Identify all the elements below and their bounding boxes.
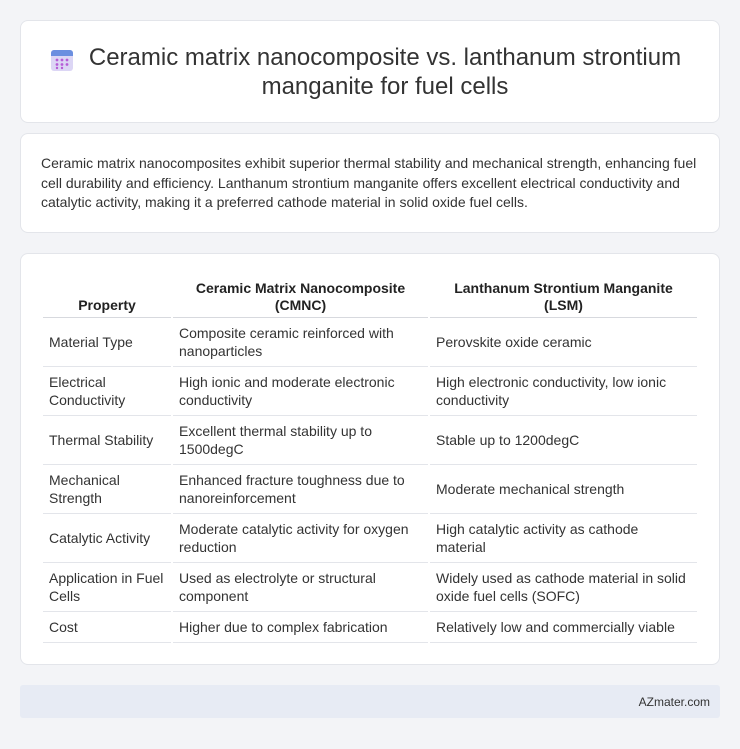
header-property: Property [43, 272, 171, 318]
row-property: Thermal Stability [43, 416, 171, 465]
row-property: Mechanical Strength [43, 465, 171, 514]
row-lsm-value: High electronic conductivity, low ionic conductivity [430, 367, 697, 416]
row-property: Catalytic Activity [43, 514, 171, 563]
row-property: Electrical Conductivity [43, 367, 171, 416]
comparison-table [41, 272, 699, 643]
header-cmnc: Ceramic Matrix Nanocomposite (CMNC) [173, 272, 428, 318]
summary-card [20, 133, 720, 233]
title-card [20, 20, 720, 123]
row-lsm-value: Relatively low and commercially viable [430, 612, 697, 643]
row-lsm-value: Stable up to 1200degC [430, 416, 697, 465]
table-row [43, 465, 697, 514]
table-row [43, 514, 697, 563]
summary-text: Ceramic matrix nanocomposites exhibit superior thermal stability and mechanical strength, enhancing fuel cell durability and efficiency. Lanthanum strontium manganite offers excellent electrical conductivity and catalytic activity, making it a preferred cathode material in solid oxide fuel cells. [41, 155, 697, 210]
row-property: Application in Fuel Cells [43, 563, 171, 612]
row-cmnc-value: Composite ceramic reinforced with nanoparticles [173, 318, 428, 367]
row-lsm-value: High catalytic activity as cathode material [430, 514, 697, 563]
comparison-card [20, 253, 720, 665]
row-cmnc-value: Excellent thermal stability up to 1500degC [173, 416, 428, 465]
row-lsm-value: Perovskite oxide ceramic [430, 318, 697, 367]
row-lsm-value: Moderate mechanical strength [430, 465, 697, 514]
row-cmnc-value: High ionic and moderate electronic conductivity [173, 367, 428, 416]
footer-brand[interactable]: AZmater.com [638, 694, 710, 709]
row-cmnc-value: Enhanced fracture toughness due to nanoreinforcement [173, 465, 428, 514]
table-row [43, 367, 697, 416]
table-row [43, 612, 697, 643]
row-lsm-value: Widely used as cathode material in solid oxide fuel cells (SOFC) [430, 563, 697, 612]
row-cmnc-value: Used as electrolyte or structural component [173, 563, 428, 612]
row-property: Cost [43, 612, 171, 643]
table-row [43, 416, 697, 465]
calendar-icon [49, 47, 75, 73]
header-lsm: Lanthanum Strontium Manganite (LSM) [430, 272, 697, 318]
table-row [43, 563, 697, 612]
table-row [43, 318, 697, 367]
row-cmnc-value: Moderate catalytic activity for oxygen reduction [173, 514, 428, 563]
page-title: Ceramic matrix nanocomposite vs. lanthanum strontium manganite for fuel cells [88, 43, 682, 100]
row-property: Material Type [43, 318, 171, 367]
row-cmnc-value: Higher due to complex fabrication [173, 612, 428, 643]
table-header-row [43, 272, 697, 318]
footer [20, 685, 720, 718]
